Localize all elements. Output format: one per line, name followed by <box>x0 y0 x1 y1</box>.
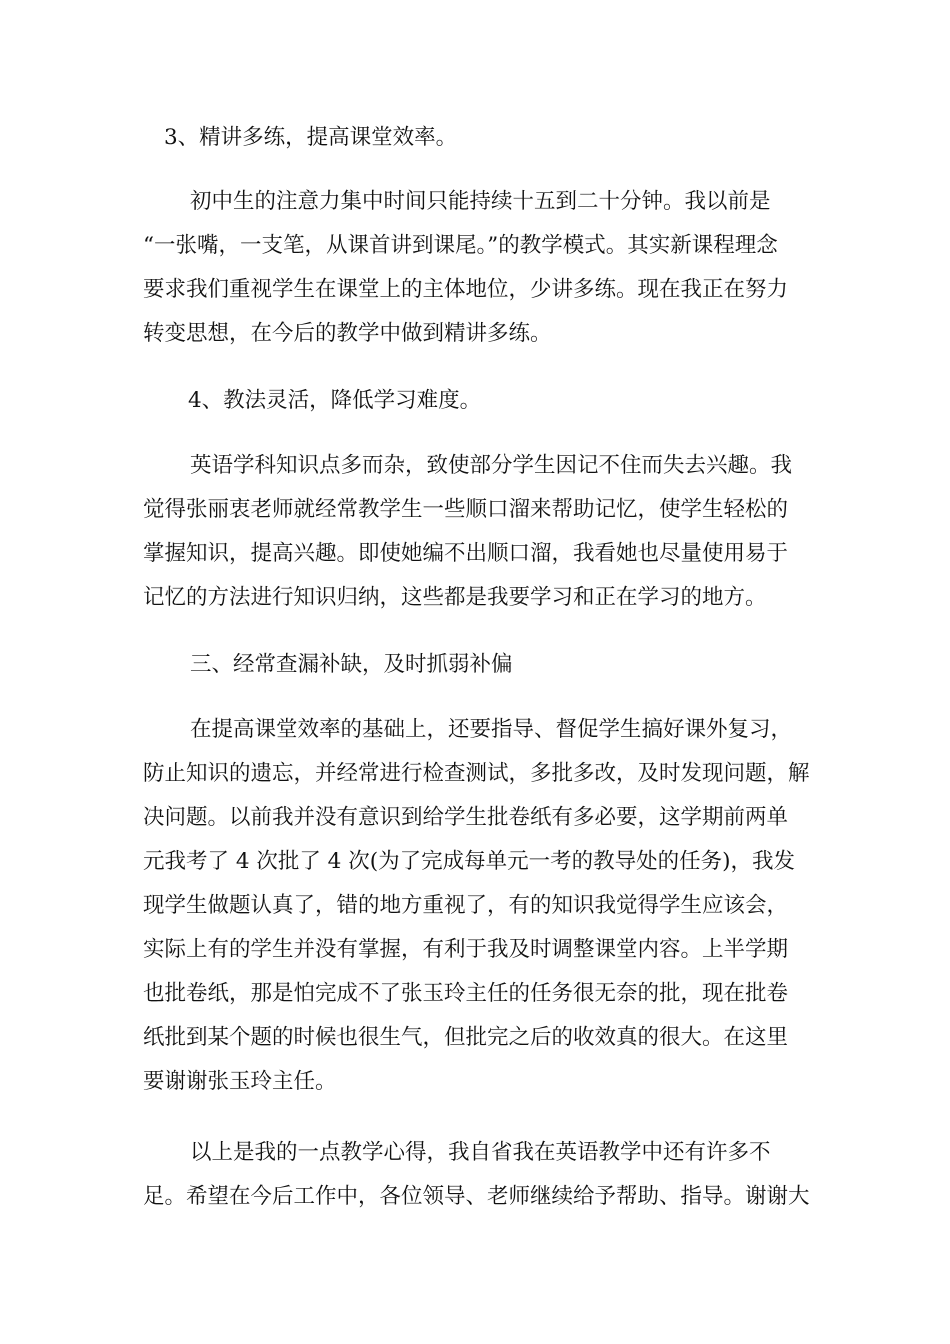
paragraph-line: 觉得张丽衷老师就经常教学生一些顺口溜来帮助记忆，使学生轻松的 <box>143 497 789 522</box>
part-3-heading-text: 三、经常查漏补缺，及时抓弱补偏 <box>190 652 513 677</box>
paragraph-line: 英语学科知识点多而杂，致使部分学生因记不住而失去兴趣。我 <box>190 453 793 478</box>
paragraph-line: “一张嘴，一支笔，从课首讲到课尾。”的教学模式。其实新课程理念 <box>143 233 778 258</box>
paragraph-line: 掌握知识，提高兴趣。即使她编不出顺口溜，我看她也尽量使用易于 <box>143 541 789 566</box>
section-3-heading-text: 3、精讲多练，提高课堂效率。 <box>164 125 458 150</box>
paragraph-line: 记忆的方法进行知识归纳，这些都是我要学习和正在学习的地方。 <box>143 585 767 610</box>
paragraph-line: 以上是我的一点教学心得，我自省我在英语教学中还有许多不 <box>190 1140 771 1165</box>
section-4-heading-text: 4、教法灵活，降低学习难度。 <box>188 388 482 413</box>
paragraph-line: 决问题。以前我并没有意识到给学生批卷纸有多必要，这学期前两单 <box>143 805 789 830</box>
paragraph-line: 也批卷纸，那是怕完成不了张玉玲主任的任务很无奈的批，现在批卷 <box>143 981 789 1006</box>
paragraph-line: 元我考了 4 次批了 4 次(为了完成每单元一考的教导处的任务)，我发 <box>143 849 795 874</box>
paragraph-line: 实际上有的学生并没有掌握，有利于我及时调整课堂内容。上半学期 <box>143 937 789 962</box>
paragraph-line: 现学生做题认真了，错的地方重视了，有的知识我觉得学生应该会， <box>143 893 789 918</box>
paragraph-line: 要求我们重视学生在课堂上的主体地位，少讲多练。现在我正在努力 <box>143 277 789 302</box>
paragraph-line: 要谢谢张玉玲主任。 <box>143 1069 337 1094</box>
paragraph-line: 防止知识的遗忘，并经常进行检查测试，多批多改，及时发现问题，解 <box>143 761 810 786</box>
paragraph-line: 纸批到某个题的时候也很生气，但批完之后的收效真的很大。在这里 <box>143 1025 789 1050</box>
paragraph-line: 足。希望在今后工作中，各位领导、老师继续给予帮助、指导。谢谢大 <box>143 1184 810 1209</box>
paragraph-line: 初中生的注意力集中时间只能持续十五到二十分钟。我以前是 <box>190 189 771 214</box>
paragraph-line: 转变思想，在今后的教学中做到精讲多练。 <box>143 321 552 346</box>
paragraph-line: 在提高课堂效率的基础上，还要指导、督促学生搞好课外复习， <box>190 717 793 742</box>
